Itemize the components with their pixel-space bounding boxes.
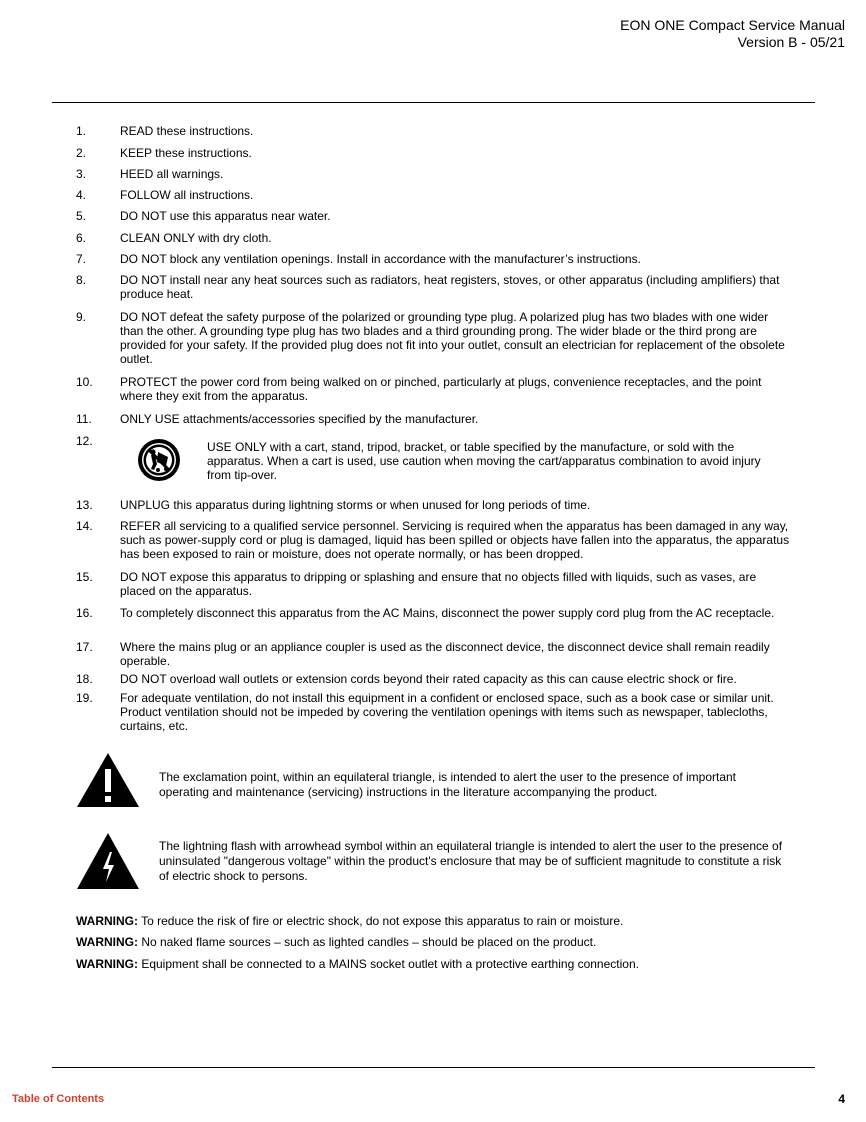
item-number: 12. — [76, 434, 93, 448]
list-item-cart-warning — [76, 434, 791, 486]
item-text: HEED all warnings. — [120, 167, 224, 181]
lightning-symbol-text: The lightning flash with arrowhead symbol within an equilateral triangle is intended to alert the user to the presence of uninsulated "dangerous voltage" within the product's enclosure that may be of sufficient magnitude to constitute a risk of electric shock to persons. — [159, 839, 783, 883]
warning-text: Equipment shall be connected to a MAINS socket outlet with a protective earthing connection. — [138, 957, 639, 971]
item-text: REFER all servicing to a qualified service personnel. Servicing is required when the apparatus has been damaged in any way, such as power-supply cord or plug is damaged, liquid has been spilled or objects have fallen into the apparatus, the apparatus has been exposed to rain or moisture, does not operate normally, or has been dropped. — [120, 519, 790, 561]
warning-label: WARNING: — [76, 957, 138, 971]
item-text: DO NOT defeat the safety purpose of the polarized or grounding type plug. A polarized plug has two blades with one wider than the other. A grounding type plug has two blades and a third grounding prong. The wider blade or the third prong are provided for your safety. If the provided plug does not fit into your outlet, consult an electrician for replacement of the obsolete outlet. — [120, 310, 785, 366]
cart-tip-over-icon — [136, 437, 182, 483]
warning-line — [76, 957, 639, 971]
item-number: 5. — [76, 209, 87, 223]
table-of-contents-link[interactable]: Table of Contents — [12, 1093, 105, 1105]
item-text: Where the mains plug or an appliance coupler is used as the disconnect device, the disconnect device shall remain readily operable. — [120, 640, 770, 668]
item-number: 1. — [76, 124, 87, 138]
item-number: 7. — [76, 252, 87, 266]
item-text: DO NOT expose this apparatus to dripping or splashing and ensure that no objects filled with liquids, such as vases, are placed on the apparatus. — [120, 570, 757, 598]
item-text: For adequate ventilation, do not install this equipment in a confident or enclosed space, such as a book case or similar unit. Product ventilation should not be impeded by covering the ventilation openings with items such as newspaper, tablecloths, curtains, etc. — [120, 691, 774, 733]
item-text: DO NOT install near any heat sources such as radiators, heat registers, stoves, or other apparatus (including amplifiers) that produce heat. — [120, 273, 780, 301]
page-number: 4 — [838, 1092, 845, 1106]
warning-text: No naked flame sources – such as lighted candles – should be placed on the product. — [138, 935, 597, 949]
item-text: USE ONLY with a cart, stand, tripod, bracket, or table specified by the manufacture, or sold with the apparatus. When a cart is used, use caution when moving the cart/apparatus combination to avoid injury from tip-over. — [207, 440, 761, 482]
item-text: ONLY USE attachments/accessories specified by the manufacturer. — [120, 412, 479, 426]
item-number: 6. — [76, 231, 87, 245]
warning-line — [76, 935, 596, 949]
item-number: 16. — [76, 606, 93, 620]
item-text: UNPLUG this apparatus during lightning storms or when unused for long periods of time. — [120, 498, 591, 512]
warning-line — [76, 914, 623, 928]
lightning-warning-icon — [76, 832, 140, 890]
header-divider — [52, 102, 815, 103]
item-number: 9. — [76, 310, 87, 324]
item-number: 19. — [76, 691, 93, 705]
footer-divider — [52, 1067, 815, 1068]
item-number: 17. — [76, 640, 93, 654]
item-number: 15. — [76, 570, 93, 584]
manual-title: EON ONE Compact Service Manual — [620, 17, 845, 33]
item-number: 4. — [76, 188, 87, 202]
manual-version: Version B - 05/21 — [737, 34, 845, 50]
item-number: 11. — [76, 412, 92, 426]
item-text: KEEP these instructions. — [120, 146, 252, 160]
item-text: PROTECT the power cord from being walked on or pinched, particularly at plugs, convenience receptacles, and the point where they exit from the apparatus. — [120, 375, 762, 403]
warning-label: WARNING: — [76, 935, 138, 949]
item-number: 14. — [76, 519, 93, 533]
item-number: 3. — [76, 167, 87, 181]
warning-text: To reduce the risk of fire or electric shock, do not expose this apparatus to rain or moisture. — [138, 914, 624, 928]
item-text: CLEAN ONLY with dry cloth. — [120, 231, 272, 245]
item-text: DO NOT block any ventilation openings. Install in accordance with the manufacturer’s instructions. — [120, 252, 641, 266]
item-text: FOLLOW all instructions. — [120, 188, 254, 202]
item-number: 13. — [76, 498, 93, 512]
exclamation-warning-icon — [76, 752, 140, 808]
item-number: 8. — [76, 273, 87, 287]
item-number: 18. — [76, 672, 93, 686]
page-header — [620, 17, 845, 51]
item-text: To completely disconnect this apparatus from the AC Mains, disconnect the power supply cord plug from the AC receptacle. — [120, 606, 775, 620]
item-number: 2. — [76, 146, 87, 160]
exclamation-symbol-text: The exclamation point, within an equilateral triangle, is intended to alert the user to the presence of important operating and maintenance (servicing) instructions in the literature accompanying the product. — [159, 770, 737, 799]
warning-label: WARNING: — [76, 914, 138, 928]
item-number: 10. — [76, 375, 93, 389]
item-text: READ these instructions. — [120, 124, 254, 138]
item-text: DO NOT overload wall outlets or extension cords beyond their rated capacity as this can cause electric shock or fire. — [120, 672, 737, 686]
item-text: DO NOT use this apparatus near water. — [120, 209, 331, 223]
